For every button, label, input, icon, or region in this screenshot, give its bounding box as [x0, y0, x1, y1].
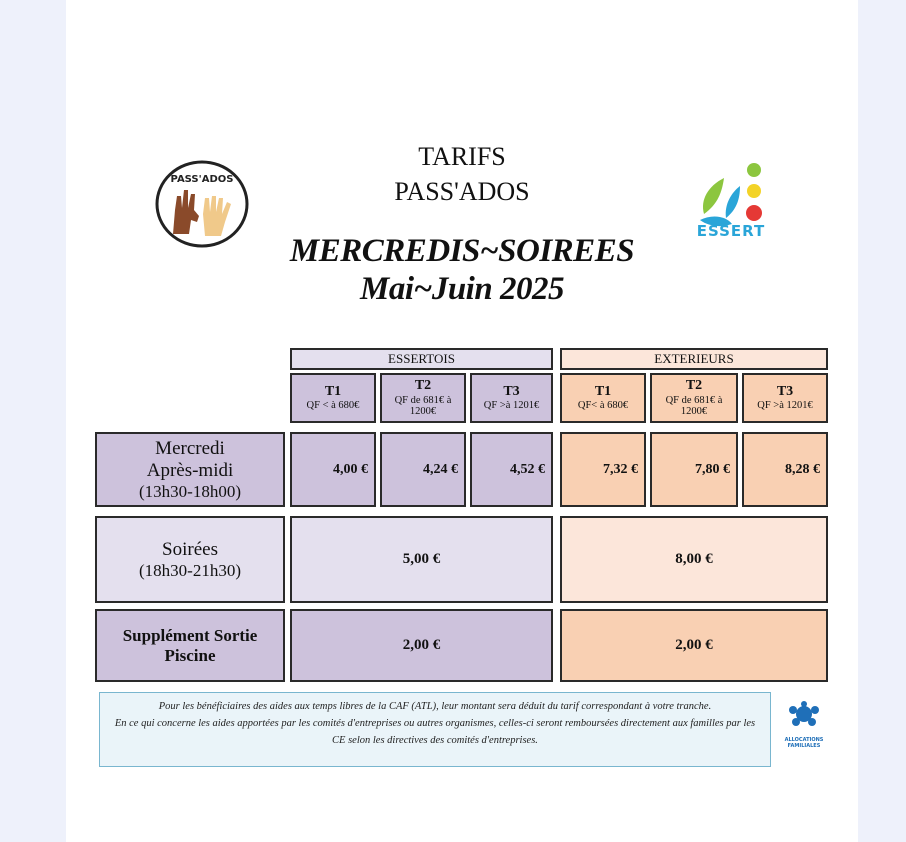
tier-label: T2 — [685, 378, 703, 394]
price-mercredi-ess-t3: 4,52 € — [470, 432, 553, 507]
tariff-sheet — [66, 0, 858, 842]
tier-label: T1 — [594, 383, 612, 399]
subtitle-line1: MERCREDIS~SOIREES — [289, 233, 635, 269]
tier-ext-t3 — [742, 373, 828, 423]
essert-logo — [686, 158, 776, 242]
tier-qf: QF >à 1201€ — [757, 400, 813, 412]
tier-qf: QF< à 680€ — [577, 400, 629, 412]
row-label-soirees — [95, 516, 285, 603]
caf-note-line2: En ce qui concerne les aides apportées par les comités d'entreprises ou autres organismes, celles-ci seront remboursées directement aux familles par les CE selon les directives des comités d'entreprises. — [114, 718, 756, 746]
essert-logo-text: ESSERT — [696, 222, 766, 240]
row-label-line: Supplément Sortie — [122, 625, 258, 645]
price-piscine-ess: 2,00 € — [290, 609, 553, 682]
caf-note-line1: Pour les bénéficiaires des aides aux temps libres de la CAF (ATL), leur montant sera déduit du tarif correspondant à votre tranche. — [158, 701, 712, 712]
caf-logo-text: ALLOCATIONS FAMILIALES — [784, 737, 824, 749]
tier-ess-t3 — [470, 373, 553, 423]
group-header-exterieurs: EXTERIEURS — [560, 348, 828, 370]
row-label-hours: (18h30-21h30) — [139, 560, 241, 580]
title-line1: TARIFS — [418, 142, 506, 171]
row-label-line: Piscine — [164, 645, 216, 665]
tier-label: T2 — [414, 378, 432, 394]
price-soirees-ess: 5,00 € — [290, 516, 553, 603]
tier-label: T1 — [324, 383, 342, 399]
tier-ess-t2 — [380, 373, 466, 423]
tier-ess-t1 — [290, 373, 376, 423]
caf-logo — [782, 700, 826, 752]
price-mercredi-ess-t2: 4,24 € — [380, 432, 466, 507]
row-label-line: Mercredi — [155, 437, 225, 459]
row-label-line: Soirées — [162, 538, 218, 560]
tier-ext-t2 — [650, 373, 738, 423]
row-label-line: Après-midi — [146, 459, 234, 481]
price-soirees-ext: 8,00 € — [560, 516, 828, 603]
price-mercredi-ext-t2: 7,80 € — [650, 432, 738, 507]
title-line2: PASS'ADOS — [394, 177, 530, 206]
price-mercredi-ext-t3: 8,28 € — [742, 432, 828, 507]
tier-qf: QF de 681€ à 1200€ — [665, 394, 723, 417]
group-header-essertois: ESSERTOIS — [290, 348, 553, 370]
tier-qf: QF < à 680€ — [306, 400, 360, 412]
price-mercredi-ext-t1: 7,32 € — [560, 432, 646, 507]
tier-label: T3 — [503, 383, 520, 399]
subtitle-line2: Mai~Juin 2025 — [360, 271, 564, 307]
price-mercredi-ess-t1: 4,00 € — [290, 432, 376, 507]
tier-qf: QF >à 1201€ — [483, 400, 540, 412]
tier-label: T3 — [776, 383, 794, 399]
row-label-mercredi — [95, 432, 285, 507]
row-label-piscine — [95, 609, 285, 682]
caf-note — [99, 692, 771, 767]
row-label-hours: (13h30-18h00) — [139, 481, 241, 501]
passados-logo-text: PASS'ADOS — [170, 174, 234, 185]
tier-qf: QF de 681€ à 1200€ — [394, 394, 452, 417]
tier-ext-t1 — [560, 373, 646, 423]
price-piscine-ext: 2,00 € — [560, 609, 828, 682]
